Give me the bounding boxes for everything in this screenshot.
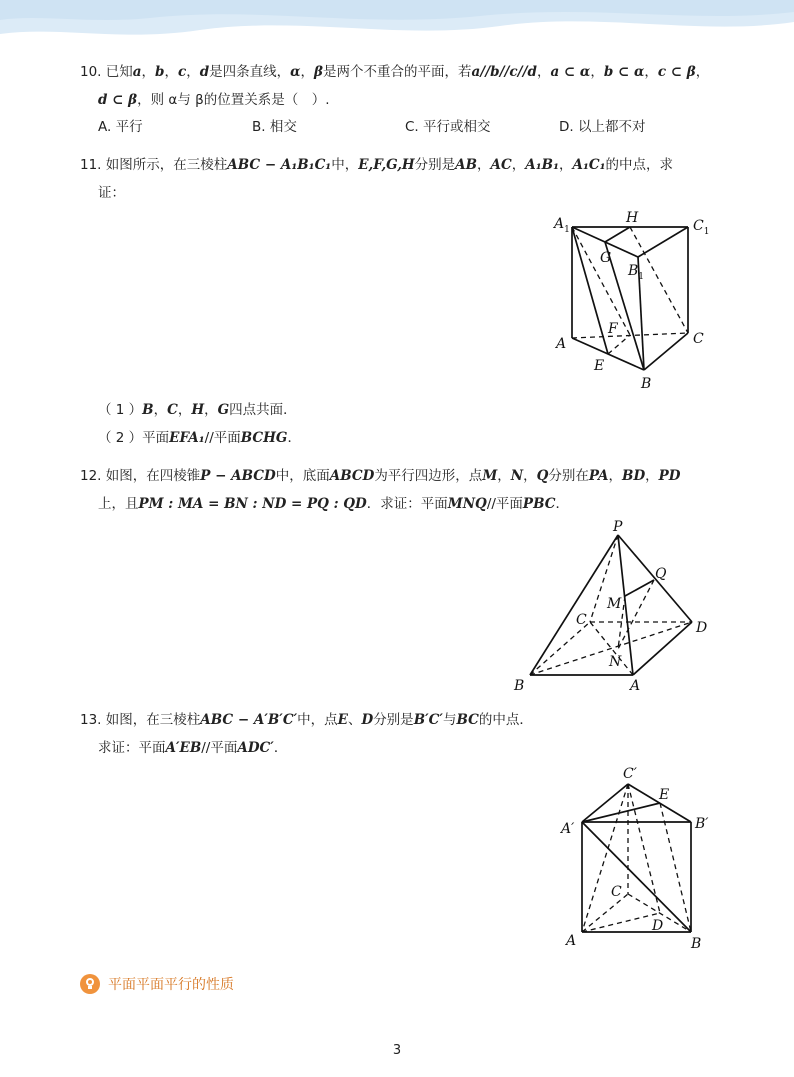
math-ab: AB [455, 157, 478, 173]
math-bpcp: B′C′ [413, 712, 443, 728]
hidden-edge [582, 784, 628, 932]
sep: ， [523, 468, 537, 484]
label-C: C [576, 612, 587, 628]
sep: ， [511, 157, 526, 173]
math-ac: AC [490, 157, 512, 173]
label-E: E [659, 787, 670, 803]
q11-prism-figure [548, 205, 718, 395]
label-F: F [608, 321, 618, 337]
q13-text: 中，点 [297, 712, 338, 728]
math-ratio: PM : MA = BN : ND = PQ : QD [138, 496, 367, 512]
q10-option-c: C. 平行或相交 [405, 119, 491, 135]
math-c: C [167, 402, 178, 418]
edge [530, 535, 618, 675]
q11-text: ． [287, 430, 301, 446]
math-beta: β [314, 64, 324, 80]
q12-text: 12. 如图，在四棱锥 [80, 468, 201, 484]
math-pyramid: P − ABCD [200, 468, 276, 484]
q13-text: 求证：平面 [98, 740, 166, 756]
edge [638, 227, 688, 257]
q11-sub-2 [98, 428, 301, 448]
q13-line-1 [80, 710, 533, 730]
sep: ， [177, 402, 192, 418]
hidden-edge [608, 335, 630, 354]
math-pa: PA [588, 468, 609, 484]
math-prism: ABC − A′B′C′ [200, 712, 298, 728]
q12-text: 为平行四边形，点 [374, 468, 483, 484]
q10-line-1 [80, 62, 709, 82]
math-b-sub: b ⊂ α [603, 64, 645, 80]
q11-line-2: 证： [98, 185, 125, 201]
label-H: H [626, 210, 639, 226]
q10-option-a: A. 平行 [98, 119, 143, 135]
q10-line-2 [98, 90, 330, 110]
math-bd: BD [622, 468, 646, 484]
q13-prism-figure [560, 760, 720, 955]
math-a1b1: A₁B₁ [525, 157, 559, 173]
sep: ， [644, 64, 658, 80]
math-b: B [142, 402, 154, 418]
math-a1c1: A₁C₁ [572, 157, 606, 173]
sep: ， [590, 64, 604, 80]
q12-text: ．求证：平面 [366, 496, 448, 512]
q12-text: 中，底面 [275, 468, 330, 484]
section-heading [80, 974, 234, 994]
q12-text: //平面 [486, 496, 523, 512]
label-B: B [691, 936, 702, 952]
edge [572, 227, 608, 354]
math-prism: ABC − A₁B₁C₁ [227, 157, 332, 173]
math-c-sub: c ⊂ β [657, 64, 696, 80]
sep: ， [608, 468, 623, 484]
q11-text: 中， [331, 157, 359, 173]
sep: 、 [347, 712, 362, 728]
math-apeb: A′EB [165, 740, 202, 756]
lightbulb-icon [80, 974, 100, 994]
label-D: D [652, 918, 664, 934]
q11-text: （ 2 ）平面 [98, 430, 170, 446]
label-C: C [611, 884, 622, 900]
sep: ， [153, 402, 168, 418]
edge [605, 227, 630, 242]
math-pd: PD [658, 468, 681, 484]
q11-sub-1 [98, 400, 297, 420]
q13-text: 13. 如图，在三棱柱 [80, 712, 201, 728]
label-E: E [594, 358, 605, 374]
math-parallel: a//b//c//d [471, 64, 537, 80]
q10-text: 10. 已知 [80, 64, 133, 80]
math-adcp: ADC′ [237, 740, 274, 756]
q12-line-2 [98, 494, 569, 514]
label-G: G [600, 250, 612, 266]
math-a: a [132, 64, 142, 80]
q10-option-d: D. 以上都不对 [559, 119, 646, 135]
hidden-edge [530, 622, 590, 675]
label-Q: Q [655, 566, 667, 582]
q13-text: //平面 [201, 740, 238, 756]
math-points: E,F,G,H [358, 157, 415, 173]
math-d-sub: d ⊂ β [98, 92, 138, 108]
math-alpha: α [290, 64, 301, 80]
math-mnq: MNQ [447, 496, 487, 512]
sep: ， [497, 468, 511, 484]
q13-text: 与 [442, 712, 457, 728]
label-Cp: C′ [623, 766, 637, 782]
label-C1: $C_1$ [693, 218, 710, 237]
math-bc: BC [456, 712, 479, 728]
label-B1: $B_1$ [628, 263, 645, 282]
math-c: c [177, 64, 187, 80]
label-A: A [556, 336, 567, 352]
header-wave-band [0, 0, 794, 58]
label-B: B [641, 376, 652, 392]
q13-text: 的中点． [478, 712, 533, 728]
label-N: N [609, 654, 622, 670]
q12-pyramid-figure [510, 518, 720, 698]
math-pbc: PBC [522, 496, 556, 512]
q10-text: 是两个不重合的平面，若 [323, 64, 472, 80]
label-D: D [696, 620, 708, 636]
q12-text: ． [555, 496, 569, 512]
page-number: 3 [392, 1043, 402, 1058]
q12-line-1 [80, 466, 681, 486]
section-title: 平面平面平行的性质 [108, 977, 234, 993]
sep: ， [559, 157, 573, 173]
q10-text: ，则 α与 β的位置关系是（ ）. [137, 92, 330, 108]
hidden-edge [572, 227, 630, 335]
q11-text: （ 1 ） [98, 402, 143, 418]
label-M: M [607, 596, 622, 612]
q13-text: 分别是 [373, 712, 414, 728]
label-A: A [566, 933, 577, 949]
label-Ap: A′ [561, 821, 575, 837]
sep: ， [204, 402, 218, 418]
q10-text: 是四条直线， [209, 64, 291, 80]
label-A1: $A_1$ [554, 216, 570, 235]
math-efa1: EFA₁ [169, 430, 205, 446]
q11-text: 11. 如图所示，在三棱柱 [80, 157, 228, 173]
q11-text: //平面 [204, 430, 241, 446]
label-Bp: B′ [695, 816, 709, 832]
hidden-edge [582, 913, 660, 932]
sep: ， [186, 64, 200, 80]
label-B: B [514, 678, 525, 694]
math-a-sub: a ⊂ α [550, 64, 591, 80]
sep: ， [164, 64, 178, 80]
q13-line-2 [98, 738, 287, 758]
math-d: d [199, 64, 210, 80]
math-abcd: ABCD [329, 468, 375, 484]
label-P: P [613, 519, 623, 535]
math-bchg: BCHG [240, 430, 288, 446]
q11-text: 分别是 [414, 157, 456, 173]
q12-text: 上，且 [98, 496, 139, 512]
sep: ， [300, 64, 315, 80]
q11-line-1 [80, 155, 673, 175]
sep: ， [536, 64, 551, 80]
q11-text: 四点共面． [229, 402, 297, 418]
q13-text: ． [273, 740, 288, 756]
sep: ， [645, 468, 659, 484]
label-A: A [630, 678, 641, 694]
q12-text: 分别在 [548, 468, 589, 484]
math-n: N [510, 468, 524, 484]
math-g: G [217, 402, 230, 418]
math-q: Q [536, 468, 549, 484]
sep: ， [141, 64, 156, 80]
sep: ， [477, 157, 491, 173]
q11-text: 的中点，求 [605, 157, 674, 173]
edge [582, 822, 691, 932]
q10-option-b: B. 相交 [252, 119, 297, 135]
edge [633, 622, 692, 675]
sep: ， [695, 64, 710, 80]
edge [644, 333, 688, 370]
label-C: C [693, 331, 704, 347]
math-m: M [482, 468, 498, 484]
math-e: E [337, 712, 348, 728]
math-b: b [155, 64, 165, 80]
math-d: D [361, 712, 374, 728]
math-h: H [191, 402, 205, 418]
